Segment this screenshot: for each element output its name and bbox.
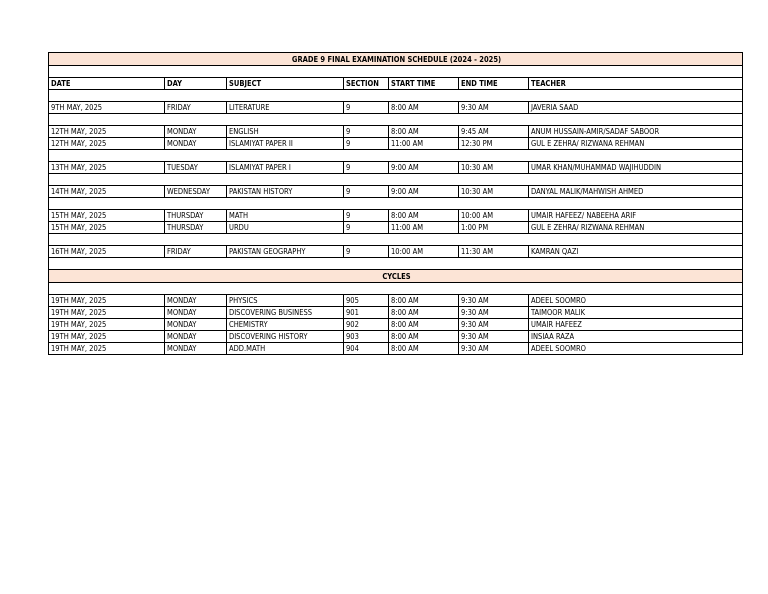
end-time-cell: 10:30 AM bbox=[459, 162, 529, 174]
spacer-row bbox=[49, 114, 743, 126]
date-cell: 13TH MAY, 2025 bbox=[49, 162, 165, 174]
end-time-cell: 9:30 AM bbox=[459, 102, 529, 114]
subject-cell: CHEMISTRY bbox=[227, 319, 344, 331]
teacher-cell: UMAR KHAN/MUHAMMAD WAJIHUDDIN bbox=[529, 162, 743, 174]
date-cell: 15TH MAY, 2025 bbox=[49, 222, 165, 234]
end-time-cell: 9:30 AM bbox=[459, 331, 529, 343]
start-time-cell: 10:00 AM bbox=[389, 246, 459, 258]
cycles-row bbox=[49, 270, 743, 283]
table-row bbox=[49, 186, 743, 198]
date-cell: 12TH MAY, 2025 bbox=[49, 138, 165, 150]
section-cell: 9 bbox=[344, 102, 389, 114]
date-cell: 19TH MAY, 2025 bbox=[49, 331, 165, 343]
teacher-cell: TAIMOOR MALIK bbox=[529, 307, 743, 319]
subject-cell: PHYSICS bbox=[227, 295, 344, 307]
subject-cell: ISLAMIYAT PAPER II bbox=[227, 138, 344, 150]
teacher-cell: KAMRAN QAZI bbox=[529, 246, 743, 258]
date-cell: 9TH MAY, 2025 bbox=[49, 102, 165, 114]
section-header: SECTION bbox=[344, 78, 389, 90]
day-cell: MONDAY bbox=[165, 138, 227, 150]
day-cell: MONDAY bbox=[165, 343, 227, 355]
teacher-cell: ANUM HUSSAIN-AMIR/SADAF SABOOR bbox=[529, 126, 743, 138]
table-row bbox=[49, 162, 743, 174]
day-cell: WEDNESDAY bbox=[165, 186, 227, 198]
day-cell: THURSDAY bbox=[165, 222, 227, 234]
end-time-cell: 9:30 AM bbox=[459, 295, 529, 307]
section-cell: 9 bbox=[344, 126, 389, 138]
spacer-row bbox=[49, 258, 743, 270]
section-cell: 9 bbox=[344, 222, 389, 234]
table-row bbox=[49, 102, 743, 114]
section-cell: 903 bbox=[344, 331, 389, 343]
spacer-cell bbox=[49, 66, 743, 78]
end-time-cell: 9:30 AM bbox=[459, 307, 529, 319]
teacher-cell: UMAIR HAFEEZ bbox=[529, 319, 743, 331]
day-cell: MONDAY bbox=[165, 126, 227, 138]
spacer-row bbox=[49, 283, 743, 295]
spacer-cell bbox=[49, 90, 743, 102]
spacer-cell bbox=[49, 258, 743, 270]
date-header: DATE bbox=[49, 78, 165, 90]
table-row bbox=[49, 307, 743, 319]
teacher-cell: GUL E ZEHRA/ RIZWANA REHMAN bbox=[529, 138, 743, 150]
spacer-row bbox=[49, 90, 743, 102]
section-cell: 9 bbox=[344, 210, 389, 222]
subject-cell: PAKISTAN HISTORY bbox=[227, 186, 344, 198]
start-time-cell: 8:00 AM bbox=[389, 126, 459, 138]
table-row bbox=[49, 222, 743, 234]
subject-cell: URDU bbox=[227, 222, 344, 234]
start-time-cell: 11:00 AM bbox=[389, 222, 459, 234]
teacher-cell: ADEEL SOOMRO bbox=[529, 343, 743, 355]
end-time-cell: 9:45 AM bbox=[459, 126, 529, 138]
subject-cell: PAKISTAN GEOGRAPHY bbox=[227, 246, 344, 258]
spacer-row bbox=[49, 174, 743, 186]
start-time-cell: 8:00 AM bbox=[389, 295, 459, 307]
teacher-cell: INSIAA RAZA bbox=[529, 331, 743, 343]
schedule-title: GRADE 9 FINAL EXAMINATION SCHEDULE (2024 - 2025) bbox=[49, 53, 743, 66]
table-row bbox=[49, 319, 743, 331]
spacer-cell bbox=[49, 234, 743, 246]
subject-cell: ENGLISH bbox=[227, 126, 344, 138]
day-cell: THURSDAY bbox=[165, 210, 227, 222]
day-cell: MONDAY bbox=[165, 331, 227, 343]
end-time-cell: 9:30 AM bbox=[459, 319, 529, 331]
start-time-cell: 8:00 AM bbox=[389, 319, 459, 331]
date-cell: 19TH MAY, 2025 bbox=[49, 295, 165, 307]
date-cell: 14TH MAY, 2025 bbox=[49, 186, 165, 198]
spacer-row bbox=[49, 66, 743, 78]
section-cell: 902 bbox=[344, 319, 389, 331]
section-cell: 9 bbox=[344, 246, 389, 258]
start-time-header: START TIME bbox=[389, 78, 459, 90]
cycles-label: CYCLES bbox=[49, 270, 743, 283]
spacer-cell bbox=[49, 114, 743, 126]
section-cell: 9 bbox=[344, 138, 389, 150]
section-cell: 9 bbox=[344, 162, 389, 174]
subject-cell: LITERATURE bbox=[227, 102, 344, 114]
date-cell: 12TH MAY, 2025 bbox=[49, 126, 165, 138]
start-time-cell: 8:00 AM bbox=[389, 331, 459, 343]
teacher-cell: UMAIR HAFEEZ/ NABEEHA ARIF bbox=[529, 210, 743, 222]
teacher-cell: ADEEL SOOMRO bbox=[529, 295, 743, 307]
start-time-cell: 11:00 AM bbox=[389, 138, 459, 150]
date-cell: 15TH MAY, 2025 bbox=[49, 210, 165, 222]
spacer-cell bbox=[49, 283, 743, 295]
subject-cell: MATH bbox=[227, 210, 344, 222]
day-header: DAY bbox=[165, 78, 227, 90]
section-cell: 905 bbox=[344, 295, 389, 307]
section-cell: 9 bbox=[344, 186, 389, 198]
table-row bbox=[49, 126, 743, 138]
end-time-cell: 1:00 PM bbox=[459, 222, 529, 234]
day-cell: TUESDAY bbox=[165, 162, 227, 174]
start-time-cell: 9:00 AM bbox=[389, 162, 459, 174]
subject-cell: ADD.MATH bbox=[227, 343, 344, 355]
spacer-row bbox=[49, 198, 743, 210]
date-cell: 16TH MAY, 2025 bbox=[49, 246, 165, 258]
spacer-cell bbox=[49, 198, 743, 210]
header-row bbox=[49, 78, 743, 90]
subject-cell: DISCOVERING BUSINESS bbox=[227, 307, 344, 319]
spacer-row bbox=[49, 234, 743, 246]
spacer-cell bbox=[49, 150, 743, 162]
table-row bbox=[49, 331, 743, 343]
date-cell: 19TH MAY, 2025 bbox=[49, 343, 165, 355]
date-cell: 19TH MAY, 2025 bbox=[49, 319, 165, 331]
subject-header: SUBJECT bbox=[227, 78, 344, 90]
end-time-cell: 12:30 PM bbox=[459, 138, 529, 150]
start-time-cell: 8:00 AM bbox=[389, 210, 459, 222]
end-time-cell: 11:30 AM bbox=[459, 246, 529, 258]
day-cell: FRIDAY bbox=[165, 102, 227, 114]
end-time-header: END TIME bbox=[459, 78, 529, 90]
teacher-header: TEACHER bbox=[529, 78, 743, 90]
day-cell: MONDAY bbox=[165, 319, 227, 331]
table-row bbox=[49, 138, 743, 150]
spacer-cell bbox=[49, 174, 743, 186]
teacher-cell: GUL E ZEHRA/ RIZWANA REHMAN bbox=[529, 222, 743, 234]
start-time-cell: 8:00 AM bbox=[389, 102, 459, 114]
end-time-cell: 9:30 AM bbox=[459, 343, 529, 355]
end-time-cell: 10:00 AM bbox=[459, 210, 529, 222]
subject-cell: DISCOVERING HISTORY bbox=[227, 331, 344, 343]
end-time-cell: 10:30 AM bbox=[459, 186, 529, 198]
exam-schedule-table bbox=[48, 52, 743, 355]
table-row bbox=[49, 210, 743, 222]
table-row bbox=[49, 295, 743, 307]
date-cell: 19TH MAY, 2025 bbox=[49, 307, 165, 319]
subject-cell: ISLAMIYAT PAPER I bbox=[227, 162, 344, 174]
table-row bbox=[49, 246, 743, 258]
section-cell: 901 bbox=[344, 307, 389, 319]
teacher-cell: DANYAL MALIK/MAHWISH AHMED bbox=[529, 186, 743, 198]
day-cell: MONDAY bbox=[165, 295, 227, 307]
start-time-cell: 8:00 AM bbox=[389, 307, 459, 319]
day-cell: MONDAY bbox=[165, 307, 227, 319]
start-time-cell: 9:00 AM bbox=[389, 186, 459, 198]
teacher-cell: JAVERIA SAAD bbox=[529, 102, 743, 114]
section-cell: 904 bbox=[344, 343, 389, 355]
day-cell: FRIDAY bbox=[165, 246, 227, 258]
spacer-row bbox=[49, 150, 743, 162]
table-row bbox=[49, 343, 743, 355]
start-time-cell: 8:00 AM bbox=[389, 343, 459, 355]
